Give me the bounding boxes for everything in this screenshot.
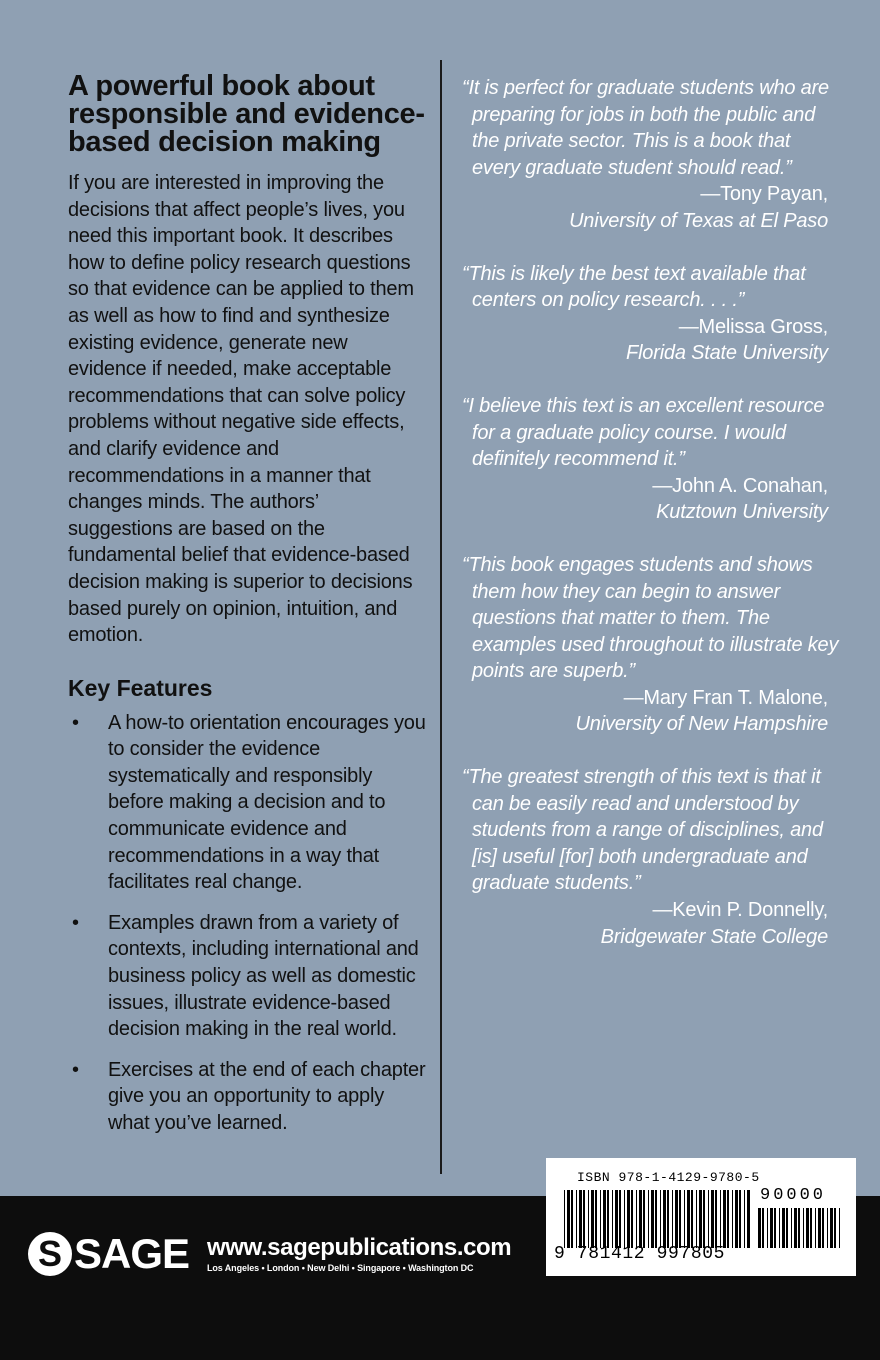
barcode-bar [735, 1190, 738, 1248]
barcode-bar [774, 1208, 776, 1248]
ean-digits: 9 781412 997805 [554, 1244, 726, 1264]
quote-affiliation: Kutztown University [656, 501, 828, 524]
barcode-bar [643, 1190, 645, 1248]
quote-author: —John A. Conahan, [652, 474, 828, 497]
barcode-bar [708, 1190, 709, 1248]
barcode-bar [583, 1190, 585, 1248]
endorsement-quote [462, 75, 842, 235]
quote-text: “It is perfect for graduate students who are preparing for jobs in both the public and the private sector. This is a book that every graduate student should read.” [462, 77, 829, 179]
barcode-bar [782, 1208, 785, 1248]
barcode-bar [696, 1190, 697, 1248]
barcode-bar [815, 1208, 816, 1248]
barcode-bar [703, 1190, 705, 1248]
quote-text: “This book engages students and shows them how they can begin to answer questions that matter to them. The examples used throughout to illustrate key points are superb.” [462, 553, 839, 683]
bullet-icon: • [72, 911, 79, 934]
barcode-bar [822, 1208, 824, 1248]
barcode-icon [564, 1190, 750, 1248]
barcode-bar [732, 1190, 733, 1248]
barcode-box [546, 1158, 856, 1276]
barcode-bar [744, 1190, 745, 1248]
barcode-bar [615, 1190, 618, 1248]
headline: A powerful book about responsible and evidence-based decision making [68, 70, 425, 158]
key-feature-text: A how-to orientation encourages you to consider the evidence systematically and responsibly before making a decision and to communicate evidence and recommendations in a way that facilitates real change. [108, 711, 426, 894]
key-features-list [68, 710, 428, 1137]
key-feature-item [68, 710, 428, 896]
barcode-bar [603, 1190, 606, 1248]
publisher-website: www.sagepublications.com [207, 1234, 512, 1261]
bullet-icon: • [72, 711, 79, 734]
barcode-bar [691, 1190, 693, 1248]
barcode-bar [839, 1208, 840, 1248]
barcode-bar [767, 1208, 768, 1248]
barcode-bar [830, 1208, 833, 1248]
barcode-bar [779, 1208, 780, 1248]
barcode-bar [758, 1208, 761, 1248]
barcode-bar [579, 1190, 582, 1248]
quotes-column [462, 75, 842, 976]
barcode-bar [576, 1190, 577, 1248]
quote-author: —Melissa Gross, [678, 315, 828, 338]
price-barcode-icon [758, 1208, 844, 1248]
barcode-bar [770, 1208, 773, 1248]
barcode-bar [619, 1190, 621, 1248]
barcode-bar [663, 1190, 666, 1248]
barcode-bar [834, 1208, 836, 1248]
isbn-label: ISBN 978-1-4129-9780-5 [577, 1170, 760, 1185]
price-code: 90000 [760, 1186, 827, 1205]
description-column [68, 72, 428, 1151]
quote-affiliation: University of Texas at El Paso [569, 209, 828, 232]
key-feature-item [68, 1057, 428, 1137]
barcode-bar [567, 1190, 570, 1248]
barcode-bar [747, 1190, 750, 1248]
barcode-bar [595, 1190, 597, 1248]
publisher-cities: Los Angeles • London • New Delhi • Singapore • Washington DC [207, 1263, 474, 1273]
key-feature-text: Exercises at the end of each chapter give you an opportunity to apply what you’ve learned. [108, 1058, 426, 1134]
barcode-bar [564, 1190, 565, 1248]
barcode-bar [711, 1190, 714, 1248]
barcode-bar [806, 1208, 809, 1248]
column-divider [440, 60, 442, 1174]
quote-author: —Tony Payan, [700, 183, 828, 206]
barcode-bar [588, 1190, 589, 1248]
barcode-bar [798, 1208, 800, 1248]
endorsement-quote [462, 393, 842, 526]
barcode-bar [762, 1208, 764, 1248]
barcode-bar [727, 1190, 729, 1248]
barcode-bar [739, 1190, 741, 1248]
barcode-bar [786, 1208, 788, 1248]
barcode-bar [591, 1190, 594, 1248]
bullet-icon: • [72, 1058, 79, 1081]
publisher-name: SAGE [74, 1230, 190, 1277]
barcode-bar [655, 1190, 657, 1248]
barcode-bar [679, 1190, 681, 1248]
quote-author: —Kevin P. Donnelly, [652, 899, 828, 922]
barcode-bar [639, 1190, 642, 1248]
sage-logo [28, 1230, 189, 1278]
barcode-bar [612, 1190, 613, 1248]
barcode-bar [607, 1190, 609, 1248]
barcode-bar [715, 1190, 717, 1248]
quote-affiliation: University of New Hampshire [575, 713, 828, 736]
barcode-bar [810, 1208, 812, 1248]
barcode-bar [636, 1190, 637, 1248]
barcode-bar [699, 1190, 702, 1248]
barcode-bar [672, 1190, 673, 1248]
barcode-bar [687, 1190, 690, 1248]
barcode-bar [675, 1190, 678, 1248]
key-feature-text: Examples drawn from a variety of contexts, including international and business policy as well as domestic issues, illustrate evidence-based decision making in the real world. [108, 911, 419, 1041]
key-feature-item [68, 910, 428, 1043]
barcode-bar [818, 1208, 821, 1248]
barcode-bar [803, 1208, 804, 1248]
key-features-title: Key Features [68, 674, 213, 701]
barcode-bar [660, 1190, 661, 1248]
endorsement-quote [462, 764, 842, 950]
barcode-bar [720, 1190, 721, 1248]
barcode-bar [827, 1208, 828, 1248]
barcode-bar [651, 1190, 654, 1248]
description-paragraph: If you are interested in improving the decisions that affect people’s lives, you need this important book. It describes how to define policy research questions so that evidence can be applied to them as well as how to find and synthesize existing evidence, generate new evidence if needed, make acceptable recommendations that can solve policy problems without negative side effects, and clarify evidence and recommendations in a manner that changes minds. The authors’ suggestions are based on the fundamental belief that evidence-based decision making is superior to decisions based purely on opinion, intuition, and emotion. [68, 172, 414, 647]
endorsement-quote [462, 552, 842, 738]
barcode-bar [627, 1190, 630, 1248]
quote-affiliation: Florida State University [626, 342, 828, 365]
barcode-bar [723, 1190, 726, 1248]
quote-text: “I believe this text is an excellent resource for a graduate policy course. I would definitely recommend it.” [462, 394, 825, 471]
barcode-bar [684, 1190, 685, 1248]
publisher-info [207, 1234, 511, 1273]
barcode-bar [648, 1190, 649, 1248]
barcode-bar [571, 1190, 573, 1248]
quote-affiliation: Bridgewater State College [600, 925, 828, 948]
barcode-bar [791, 1208, 792, 1248]
quote-text: “This is likely the best text available that centers on policy research. . . .” [462, 262, 806, 312]
barcode-bar [624, 1190, 625, 1248]
barcode-bar [794, 1208, 797, 1248]
barcode-bar [667, 1190, 669, 1248]
quote-author: —Mary Fran T. Malone, [623, 686, 828, 709]
barcode-bar [631, 1190, 633, 1248]
barcode-bar [600, 1190, 601, 1248]
sage-logo-icon: S [28, 1232, 72, 1276]
endorsement-quote [462, 261, 842, 367]
quote-text: “The greatest strength of this text is that it can be easily read and understood by students from a range of disciplines, and [is] useful [for] both undergraduate and graduate students.” [462, 766, 823, 895]
